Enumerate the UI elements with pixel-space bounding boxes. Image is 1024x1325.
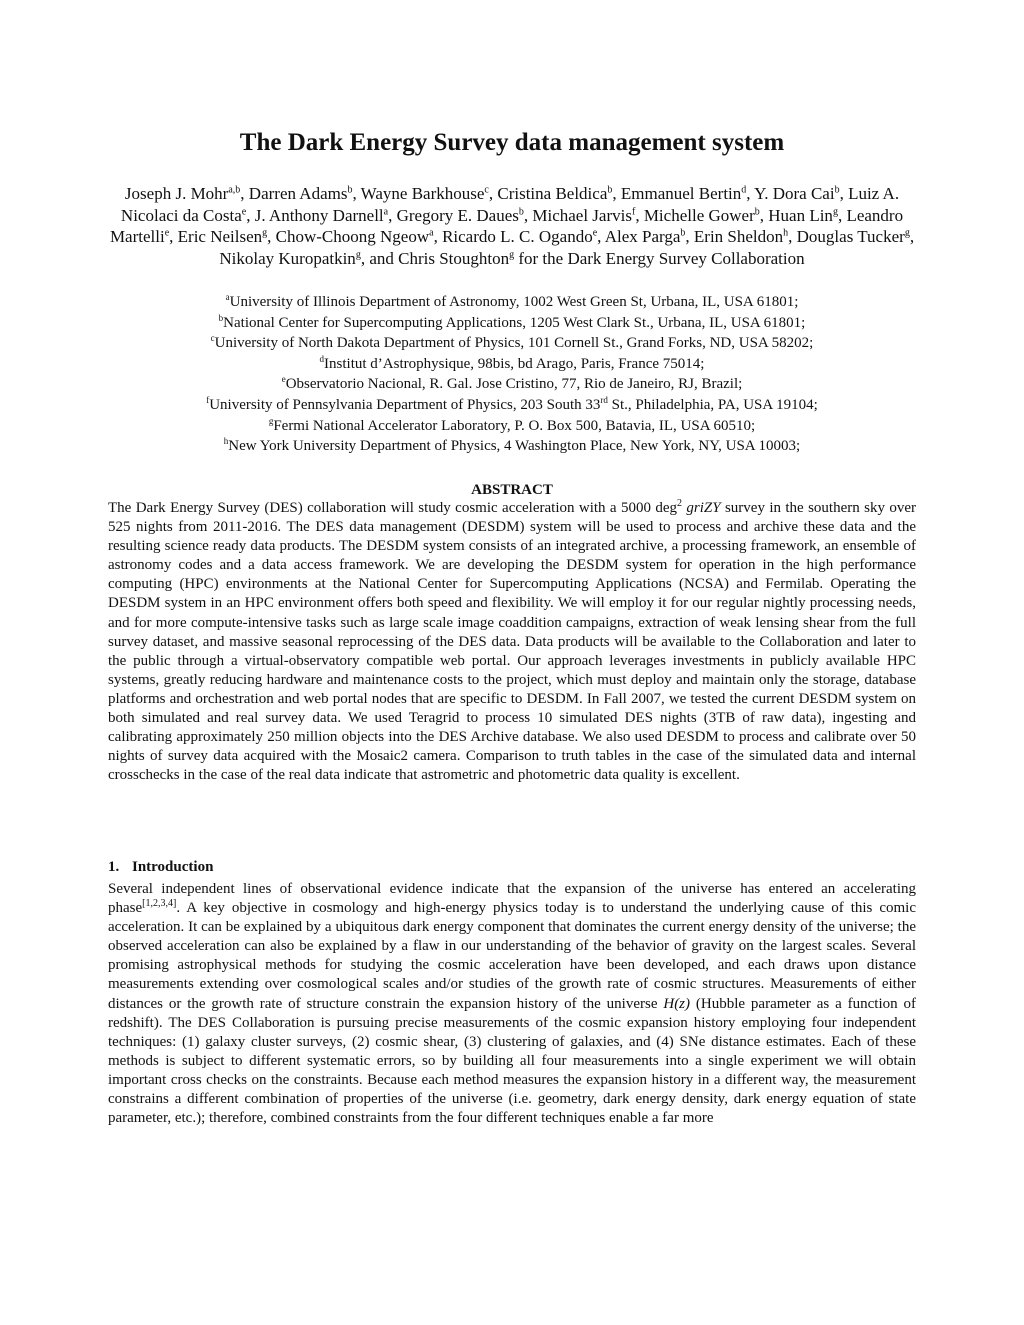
author-name: Y. Dora Cai [754,184,835,203]
author-affiliation-mark: g [509,249,515,261]
author-affiliation-mark: b [518,205,524,217]
affiliation-text: University of North Dakota Department of Physics, 101 Cornell St., Grand Forks, ND, USA 58202; [214,335,814,352]
affiliation [108,374,916,395]
affiliation-text: Fermi National Accelerator Laboratory, P. O. Box 500, Batavia, IL, USA 60510; [273,417,756,434]
author [442,227,597,246]
affiliation-mark: h [223,436,229,447]
affiliation-text: University of Pennsylvania Department of Physics, 203 South 33 [209,396,601,413]
author-name: Chow-Choong Ngeow [275,227,430,247]
author-name: Luiz A. Nicolaci da Costa [120,184,900,225]
intro-hubble-symbol: H(z) [663,995,691,1012]
author [532,206,635,225]
author-affiliation-mark: g [904,227,910,239]
intro-part1: Several independent lines of observational evidence indicate that the expansion of the universe has entered an accelerating phase [108,881,916,917]
affiliation-text: National Center for Supercomputing Applications, 1205 West Clark St., Urbana, IL, USA 61801; [223,314,806,331]
abstract-text [108,499,916,785]
author [219,249,360,268]
author [361,184,489,203]
author-conjunction: and [369,248,394,268]
author [605,227,686,246]
affiliation [108,292,916,313]
affiliation-text-cont: St., Philadelphia, PA, USA 19104; [607,396,818,413]
abstract-superscript: 2 [677,498,682,509]
abstract-heading: ABSTRACT [471,482,553,498]
section-number: 1. [108,859,120,875]
author-affiliation-mark: h [783,227,789,239]
abstract-part1: The Dark Energy Survey (DES) collaboration will study cosmic acceleration with a 5000 deg [108,500,677,516]
author-affiliation-mark: b [347,184,353,196]
author-name: Emmanuel Bertin [620,184,742,203]
paper-title: The Dark Energy Survey data management system [239,129,785,156]
affiliation-mark: d [319,353,325,364]
author-name: Cristina Beldica [497,184,608,203]
author [754,184,839,203]
author-name: Erin Sheldon [693,227,784,247]
author-name: Leandro Martelli [109,205,904,247]
author-affiliation-mark: f [631,205,636,217]
affiliation [108,333,916,354]
author [497,184,612,203]
ordinal-suffix: rd [600,394,608,405]
affiliation-mark: f [206,394,210,405]
author [178,227,268,246]
affiliation-mark: g [268,415,274,426]
author-name: Alex Parga [604,227,681,247]
affiliation [108,416,916,437]
author-name: Gregory E. Daues [396,205,519,225]
author-list: Joseph J. Mohr$^{a,b}$, Darren Adams$^b$, Wayne Barkhouse$^c$, Cristina Beldica$^b$, Emmanuel Bertin$^d$, Y. Dora Cai$^b$, Luiz A. Nicolaci da Costa$^e$, J. Anthony Darnell$^a$, Gregory E. Daues$^b$, Michael Jarvis$^f$, Michelle Gower$^b$, Huan Lin$^g$, Leandro Martelli$^e$, Eric Neilsen$^g$, Chow-Choong Ngeow$^a$, Ricardo L. C. Ogando$^e$, Alex Parga$^b$, Erin Sheldon$^h$, Douglas Tucker$^g$, Nikolay Kuropatkin$^g$, and Chris Stoughton$^g$ for the Dark Energy Survey Collaboration [109,184,915,268]
affiliation-text: New York University Department of Physics, 4 Washington Place, New York, NY, USA 10003; [228,438,801,455]
intro-citation: [1,2,3,4] [142,898,177,910]
affiliation-text: University of Illinois Department of Astronomy, 1002 West Green St, Urbana, IL, USA 61801; [229,294,799,310]
intro-part2: . A key objective in cosmology and high-energy physics today is to understand the underlying cause of this comic acceleration. It can be explained by a ubiquitous dark energy component that dominates the current energy density of the universe; the observed acceleration can also be explained by a flaw in our understanding of the behavior of gravity on the largest scales. Several promising astrophysical methods for studying the cosmic acceleration have been developed, and each draws upon distance measurements extending over cosmological scales and/or studies of the growth rate of cosmic structures. Measurements of either distances or the growth rate of structure constrain the expansion history of the universe [108,900,916,1012]
author [255,206,388,225]
author-affiliation-mark: a [429,227,434,239]
author [644,206,760,225]
author [249,184,353,203]
author-affiliation-mark: a,b [228,184,241,196]
author-affiliation-mark: d [741,184,747,196]
author-affiliation-mark: g [355,249,361,261]
author-affiliation-mark: b [680,227,686,239]
section-title: Introduction [132,859,214,875]
author [621,184,746,203]
author [276,227,434,246]
author-name: Wayne Barkhouse [360,184,485,203]
affiliation-text: Observatorio Nacional, R. Gal. Jose Cristino, 77, Rio de Janeiro, RJ, Brazil; [285,376,743,393]
author-name: Chris Stoughton [398,248,510,268]
affiliation-list [108,292,916,457]
author-affiliation-mark: b [607,184,613,196]
author-name: Michael Jarvis [532,205,632,225]
author [694,227,788,246]
author-name: Nikolay Kuropatkin [219,248,356,268]
author [768,206,838,225]
collaboration-note: for the Dark Energy Survey Collaboration [518,248,805,268]
author-affiliation-mark: e [592,227,598,239]
author [398,249,514,268]
author-affiliation-mark: b [834,184,840,196]
author-affiliation-mark: g [832,205,838,217]
author-affiliation-mark: a [383,205,389,217]
author-name: Eric Neilsen [177,227,263,247]
introduction-text [108,880,916,1128]
introduction-heading [108,857,213,877]
affiliation [108,354,916,375]
author-name: J. Anthony Darnell [254,205,384,225]
affiliation-mark: a [225,292,230,302]
abstract-part2: survey in the southern sky over 525 nights from 2011-2016. The DES data management (DESDM) system will be used to process and archive these data and the resulting science ready data products. The DESDM system consists of an integrated archive, a processing framework, an ensemble of astronomy codes and a data access framework. We are developing the DESDM system for operation in the high performance computing (HPC) environments at the National Center for Supercomputing Applications (NCSA) and Fermilab. Operating the DESDM system in an HPC environment offers both speed and flexibility. We will employ it for our regular nightly processing needs, and for more compute-intensive tasks such as large scale image coaddition campaigns, extraction of weak lensing shear from the full survey dataset, and massive seasonal reprocessing of the DES data. Data products will be available to the Collaboration and later to the public through a virtual-observatory compatible web portal. Our approach leverages investments in publicly available HPC systems, greatly reducing hardware and maintenance costs to the project, which must deploy and maintain only the storage, database platforms and orchestration and web portal nodes that are specific to DESDM. In Fall 2007, we tested the current DESDM system on both simulated and real survey data. We used Teragrid to process 10 simulated DES nights (3TB of raw data), ingesting and calibrating approximately 250 million objects into the DES Archive database. We also used DESDM to process and calibrate over 50 nights of survey data acquired with the Mosaic2 camera. Comparison to truth tables in the case of the simulated data and internal crosschecks in the case of the real data indicate that astrometric and photometric data quality is excellent. [108,500,916,784]
author-affiliation-mark: e [164,227,170,239]
author-name: Darren Adams [248,184,348,203]
affiliation [108,395,916,416]
affiliation-mark: c [210,333,215,344]
abstract-filters: griZY [686,500,721,516]
author-affiliation-mark: e [241,205,247,217]
author-affiliation-mark: c [484,184,489,196]
author [397,206,524,225]
author [125,184,240,203]
affiliation-mark: e [281,374,286,385]
intro-part3: (Hubble parameter as a function of redshift). The DES Collaboration is pursuing precise measurements of the cosmic expansion history employing four independent techniques: (1) galaxy cluster surveys, (2) cosmic shear, (3) clustering of galaxies, and (4) SNe distance estimates. Each of these methods is subject to different systematic errors, so by building all four measurements into a single experiment we will obtain important cross checks on the constraints. Because each method measures the expansion history in a different way, the measurement constrains a different combination of properties of the universe (i.e. geometry, dark energy density, dark energy equation of state parameter, etc.); therefore, combined constraints from the four different techniques enable a far more [108,995,916,1127]
author-name: Ricardo L. C. Ogando [442,227,593,247]
affiliation-mark: b [218,312,224,323]
affiliation-text: Institut d’Astrophysique, 98bis, bd Arago, Paris, France 75014; [324,355,705,372]
author-name: Joseph J. Mohr [124,184,229,203]
author-affiliation-mark: g [262,227,268,239]
author [797,227,910,246]
author-affiliation-mark: b [754,205,760,217]
author-name: Douglas Tucker [796,227,905,247]
affiliation [108,436,916,457]
author-name: Huan Lin [768,205,833,225]
author-name: Michelle Gower [643,205,755,225]
affiliation [108,313,916,334]
